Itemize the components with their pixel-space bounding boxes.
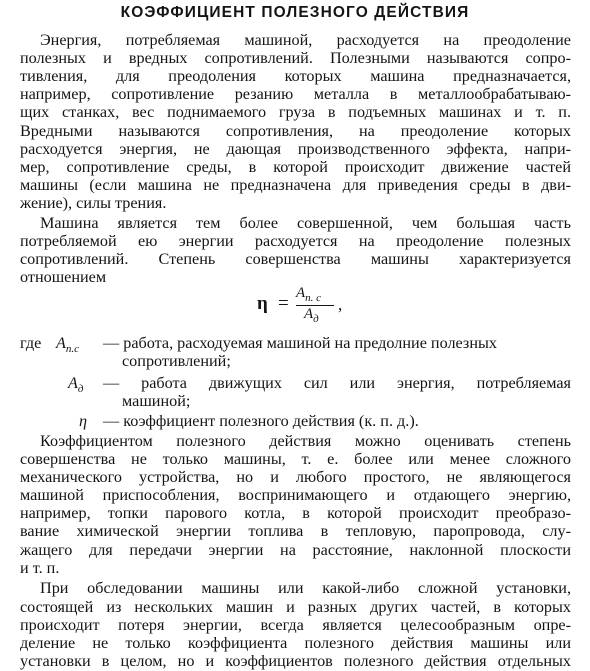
formula-equals: = (278, 293, 289, 315)
paragraph-3-line: Коэффициентом полезного действия можно оценивать степень (40, 431, 571, 450)
definition-3-text: — коэффициент полезного действия (к. п. д.). (103, 412, 419, 430)
paragraph-1-line: расходуется энергия, не дающая производственного эффекта, напри- (20, 139, 571, 158)
paragraph-1-line: например, сопротивление резанию металла в металлообрабатываю- (20, 85, 571, 104)
paragraph-2-line: потребляемой ею энергии расходуется на преодоление полезных (20, 231, 571, 250)
paragraph-1-line: машины (если машина не предназначена для приведения среды в дви- (20, 175, 571, 194)
paragraph-2-line: сопротивлений. Степень совершенства машины характеризуется (20, 250, 571, 268)
paragraph-3-line: жащего для передачи энергии на расстояние, наклонной плоскости (20, 540, 571, 559)
paragraph-1-line: тивления, для преодоления которых машина предназначается, (20, 67, 571, 86)
paragraph-3-line: машиной приспособления, воспринимающего и отдающего энергию, (20, 486, 571, 505)
paragraph-1-line: щих станках, вес поднимаемого груза в подъемных машинах и т. п. (20, 103, 571, 122)
paragraph-3-line: например, топки парового котла, в которой происходит преобразо- (20, 504, 571, 523)
definition-2-continuation: машиной; (122, 392, 191, 411)
definition-2-text: — работа движущих сил или энергия, потребляемая (103, 373, 571, 392)
paragraph-3-line: и т. п. (20, 558, 60, 577)
formula-eta: η (257, 293, 268, 315)
paragraph-4-line: При обследовании машины или какой-либо сложной установки, (40, 579, 571, 598)
paragraph-4-line: установки в целом, но и коэффициентов полезного действия отдельных (20, 651, 571, 670)
paragraph-4-line: состоящей из нескольких машин и разных других частей, в которых (20, 597, 571, 616)
paragraph-1-line: Энергия, потребляемая машиной, расходуется на преодоление (40, 31, 571, 49)
paragraph-2-line: Машина является тем более совершенной, чем большая часть (40, 213, 571, 232)
paragraph-1-line: Вредными называются сопротивления, на преодоление которых (20, 121, 571, 140)
paragraph-4-line: происходит потеря энергии, всегда является целесообразным опре- (20, 615, 571, 634)
definition-3-symbol: η (79, 412, 88, 430)
paragraph-1-line: полезных и вредных сопротивлений. Полезными называются сопро- (20, 49, 571, 68)
paragraph-3-line: совершенства не только машины, т. е. более или менее сложного (20, 450, 571, 468)
formula-numerator: $A_{п. с}$ (296, 285, 322, 305)
paragraph-1-line: жение), силы трения. (20, 193, 167, 212)
paragraph-4-line: деление не только коэффициента полезного действия машины или (20, 633, 571, 652)
definition-2-symbol: $A_д$ (68, 373, 84, 396)
definitions-where: где (20, 334, 42, 353)
definition-1-symbol: $A_{п.с}$ (56, 334, 80, 356)
section-title: КОЭФФИЦИЕНТ ПОЛЕЗНОГО ДЕЙСТВИЯ (120, 4, 470, 21)
paragraph-3-line: механического устройства, но и любого простого, не являющегося (20, 468, 571, 487)
paragraph-2-line: отношением (20, 268, 107, 287)
definition-1-continuation: сопротивлений; (122, 352, 231, 371)
paragraph-3-line: вание химической энергии топлива в тепловую, паропровода, слу- (20, 522, 571, 541)
definition-1-text: — работа, расходуемая машиной на предолние полезных (103, 334, 497, 353)
paragraph-1-line: мер, сопротивление среды, в которой происходит движение частей (20, 157, 571, 176)
efficiency-formula (0, 285, 590, 325)
formula-comma: , (338, 295, 343, 315)
formula-denominator: $A_д$ (304, 306, 319, 326)
